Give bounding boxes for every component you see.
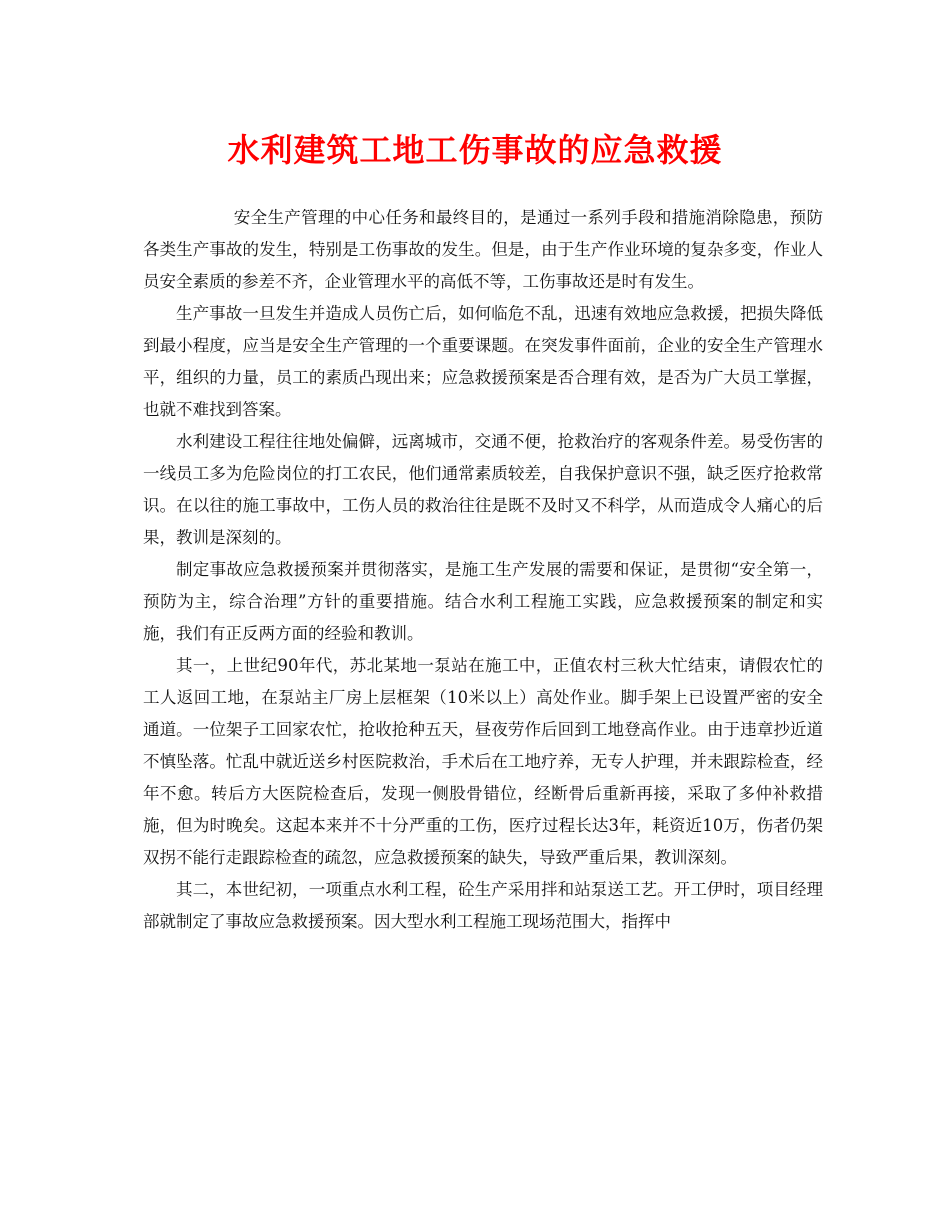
- document-title: 水利建筑工地工伤事故的应急救援: [227, 131, 723, 169]
- paragraph-6: 其二，本世纪初，一项重点水利工程，砼生产采用拌和站泵送工艺。开工伊时，项目经理部就制定了事故应急救援预案。因大型水利工程施工现场范围大，指挥中: [143, 880, 823, 931]
- paragraph-5: 其一，上世纪90年代，苏北某地一泵站在施工中，正值农村三秋大忙结束，请假农忙的工人返回工地，在泵站主厂房上层框架（10米以上）高处作业。脚手架上已设置严密的安全通道。一位架子工回家农忙，抢收抢种五天，昼夜劳作后回到工地登高作业。由于违章抄近道不慎坠落。忙乱中就近送乡村医院救治，手术后在工地疗养，无专人护理，并未跟踪检查，经年不愈。转后方大医院检查后，发现一侧股骨错位，经断骨后重新再接，采取了多仲补救措施，但为时晚矣。这起本来并不十分严重的工伤，医疗过程长达3年，耗资近10万，伤者仍架双拐不能行走跟踪检查的疏忽，应急救援预案的缺失，导致严重后果，教训深刻。: [143, 656, 823, 867]
- paragraph-1: 安全生产管理的中心任务和最终目的，是通过一系列手段和措施消除隐患，预防各类生产事故的发生，特别是工伤事故的发生。但是，由于生产作业环境的复杂多变，作业人员安全素质的参差不齐，企业管理水平的高低不等，工伤事故还是时有发生。: [143, 208, 823, 291]
- paragraph-2: 生产事故一旦发生并造成人员伤亡后，如何临危不乱，迅速有效地应急救援，把损失降低到最小程度，应当是安全生产管理的一个重要课题。在突发事件面前，企业的安全生产管理水平，组织的力量，员工的素质凸现出来；应急救援预案是否合理有效，是否为广大员工掌握，也就不难找到答案。: [143, 304, 823, 419]
- paragraph-4: 制定事故应急救援预案并贯彻落实，是施工生产发展的需要和保证，是贯彻“安全第一，预防为主，综合治理”方针的重要措施。结合水利工程施工实践，应急救援预案的制定和实施，我们有正反两方面的经验和教训。: [143, 560, 823, 643]
- paragraph-3: 水利建设工程往往地处偏僻，远离城市，交通不便，抢救治疗的客观条件差。易受伤害的一线员工多为危险岗位的打工农民，他们通常素质较差，自我保护意识不强，缺乏医疗抢救常识。在以往的施工事故中，工伤人员的救治往往是既不及时又不科学，从而造成令人痛心的后果，教训是深刻的。: [143, 432, 823, 547]
- document-body: [143, 202, 823, 938]
